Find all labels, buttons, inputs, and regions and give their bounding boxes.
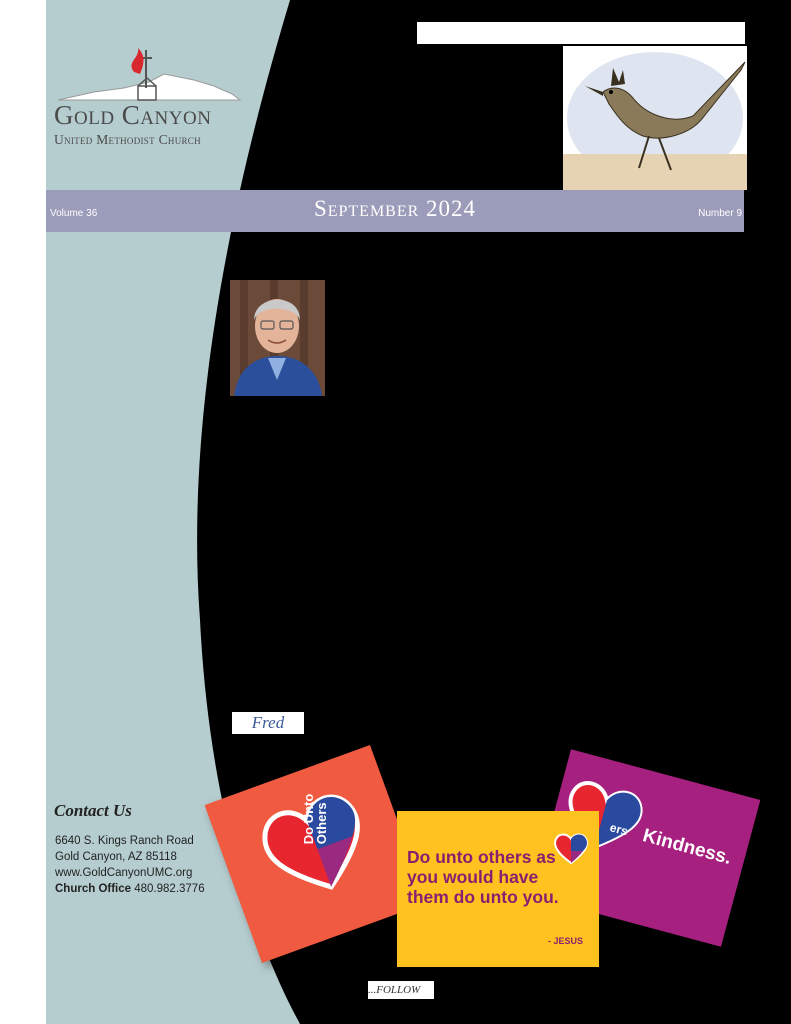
office-label: Church Office bbox=[55, 883, 132, 895]
church-logo-icon bbox=[54, 44, 244, 104]
contact-heading: Contact Us bbox=[54, 801, 132, 820]
issue-number: Number 9 bbox=[698, 208, 742, 219]
kindness-partial-text: ers bbox=[608, 820, 630, 839]
page-left-margin bbox=[0, 0, 46, 1024]
pastor-signature: Fred bbox=[232, 712, 304, 734]
jesus-quote-card bbox=[397, 811, 599, 967]
issue-banner bbox=[46, 190, 744, 232]
church-name: Gold Canyon bbox=[54, 100, 212, 130]
office-phone: 480.982.3776 bbox=[134, 883, 205, 895]
church-subtitle: United Methodist Church bbox=[54, 132, 201, 147]
jesus-quote-text: Do unto others as you would have them do unto you. bbox=[407, 847, 559, 907]
issue-title: September 2024 bbox=[313, 196, 477, 221]
jesus-attribution: - JESUS bbox=[547, 936, 583, 946]
continued-indicator: ...FOLLOW bbox=[368, 981, 434, 999]
roadrunner-illustration-icon bbox=[563, 46, 747, 190]
contact-website-link[interactable]: www.GoldCanyonUMC.org bbox=[55, 867, 193, 879]
header-white-strip bbox=[417, 22, 745, 44]
volume-label: Volume 36 bbox=[50, 208, 98, 219]
contact-office-phone bbox=[55, 883, 205, 895]
kindness-label: Kindness. bbox=[640, 825, 734, 869]
contact-address-line1: 6640 S. Kings Ranch Road bbox=[55, 835, 194, 847]
contact-address-line2: Gold Canyon, AZ 85118 bbox=[55, 851, 177, 863]
pastor-portrait-image bbox=[230, 280, 325, 396]
do-unto-label: Do Unto Others bbox=[300, 793, 329, 845]
